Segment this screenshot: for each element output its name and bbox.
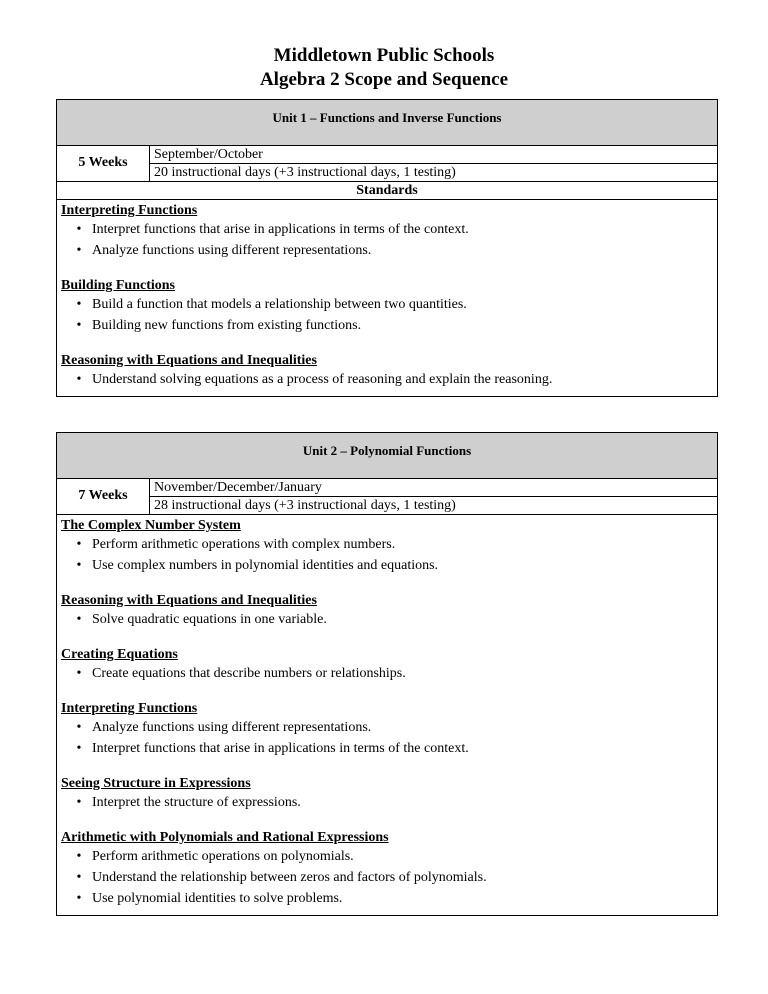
category-title: The Complex Number System	[61, 518, 241, 533]
unit1-table	[56, 99, 718, 397]
standard-list	[61, 369, 717, 390]
standard-item-text: Interpret functions that arise in applications in terms of the context.	[92, 741, 469, 756]
bullet-icon: •	[76, 222, 82, 237]
bullet-icon: •	[76, 741, 82, 756]
document-title	[0, 44, 768, 92]
standard-item	[61, 717, 717, 738]
bullet-icon: •	[76, 870, 82, 885]
bullet-icon: •	[76, 297, 82, 312]
standard-category	[61, 829, 717, 909]
bullet-icon: •	[76, 666, 82, 681]
standard-list	[61, 792, 717, 813]
bullet-icon: •	[76, 720, 82, 735]
standard-item	[61, 240, 717, 261]
standard-list	[61, 717, 717, 759]
standard-list	[61, 846, 717, 909]
document-title-line1: Middletown Public Schools	[273, 45, 495, 66]
category-title: Interpreting Functions	[61, 203, 198, 218]
standard-item	[61, 738, 717, 759]
standard-item-text: Use complex numbers in polynomial identities and equations.	[92, 558, 439, 573]
bullet-icon: •	[76, 372, 82, 387]
standard-item-text: Use polynomial identities to solve problems.	[92, 891, 343, 906]
unit1-title: Unit 1 – Functions and Inverse Functions	[57, 100, 717, 146]
standard-category	[61, 517, 717, 576]
unit2-table	[56, 432, 718, 916]
standard-category	[61, 277, 717, 336]
unit1-weeks: 5 Weeks	[78, 155, 128, 170]
unit1-meta	[57, 146, 717, 182]
standard-item	[61, 846, 717, 867]
standard-item	[61, 888, 717, 909]
unit2-weeks: 7 Weeks	[78, 488, 128, 503]
standard-item-text: Analyze functions using different representations.	[92, 243, 372, 258]
standard-item-text: Building new functions from existing functions.	[92, 318, 362, 333]
category-title: Interpreting Functions	[61, 701, 198, 716]
standard-list	[61, 663, 717, 684]
standard-list	[61, 294, 717, 336]
bullet-icon: •	[76, 243, 82, 258]
standard-item	[61, 867, 717, 888]
standard-item-text: Solve quadratic equations in one variable.	[92, 612, 327, 627]
standard-item	[61, 315, 717, 336]
unit1-standards-header: Standards	[57, 182, 717, 200]
category-title: Reasoning with Equations and Inequalities	[61, 593, 317, 608]
standard-list	[61, 609, 717, 630]
category-title: Arithmetic with Polynomials and Rational Expressions	[61, 830, 389, 845]
unit1-months: September/October	[150, 146, 717, 164]
unit2-days: 28 instructional days (+3 instructional days, 1 testing)	[154, 498, 456, 513]
standard-category	[61, 700, 717, 759]
standard-item	[61, 294, 717, 315]
category-title: Reasoning with Equations and Inequalities	[61, 353, 317, 368]
standard-item-text: Perform arithmetic operations with complex numbers.	[92, 537, 396, 552]
standard-item-text: Interpret functions that arise in applications in terms of the context.	[92, 222, 469, 237]
standard-category	[61, 646, 717, 684]
category-title: Creating Equations	[61, 647, 178, 662]
unit1-days: 20 instructional days (+3 instructional days, 1 testing)	[154, 165, 456, 180]
standard-category	[61, 592, 717, 630]
bullet-icon: •	[76, 795, 82, 810]
standard-item	[61, 534, 717, 555]
unit2-title: Unit 2 – Polynomial Functions	[57, 433, 717, 479]
standard-list	[61, 219, 717, 261]
unit2-standards	[57, 515, 717, 915]
bullet-icon: •	[76, 612, 82, 627]
standard-item-text: Understand solving equations as a process of reasoning and explain the reasoning.	[92, 372, 553, 387]
standard-item	[61, 609, 717, 630]
standard-item-text: Analyze functions using different representations.	[92, 720, 372, 735]
bullet-icon: •	[76, 318, 82, 333]
standard-item	[61, 219, 717, 240]
unit1-standards	[57, 200, 717, 396]
standard-item	[61, 663, 717, 684]
standard-item-text: Create equations that describe numbers or relationships.	[92, 666, 406, 681]
category-title: Seeing Structure in Expressions	[61, 776, 251, 791]
standard-item	[61, 792, 717, 813]
standard-item	[61, 555, 717, 576]
standard-category	[61, 775, 717, 813]
standard-category	[61, 352, 717, 390]
unit2-months: November/December/January	[150, 479, 717, 497]
bullet-icon: •	[76, 537, 82, 552]
standard-item	[61, 369, 717, 390]
document-title-line2: Algebra 2 Scope and Sequence	[259, 69, 509, 90]
standard-item-text: Perform arithmetic operations on polynomials.	[92, 849, 354, 864]
category-title: Building Functions	[61, 278, 175, 293]
standard-item-text: Interpret the structure of expressions.	[92, 795, 301, 810]
standard-list	[61, 534, 717, 576]
unit2-meta	[57, 479, 717, 515]
standard-item-text: Understand the relationship between zeros and factors of polynomials.	[92, 870, 487, 885]
bullet-icon: •	[76, 849, 82, 864]
bullet-icon: •	[76, 891, 82, 906]
standard-category	[61, 202, 717, 261]
bullet-icon: •	[76, 558, 82, 573]
standard-item-text: Build a function that models a relationship between two quantities.	[92, 297, 467, 312]
